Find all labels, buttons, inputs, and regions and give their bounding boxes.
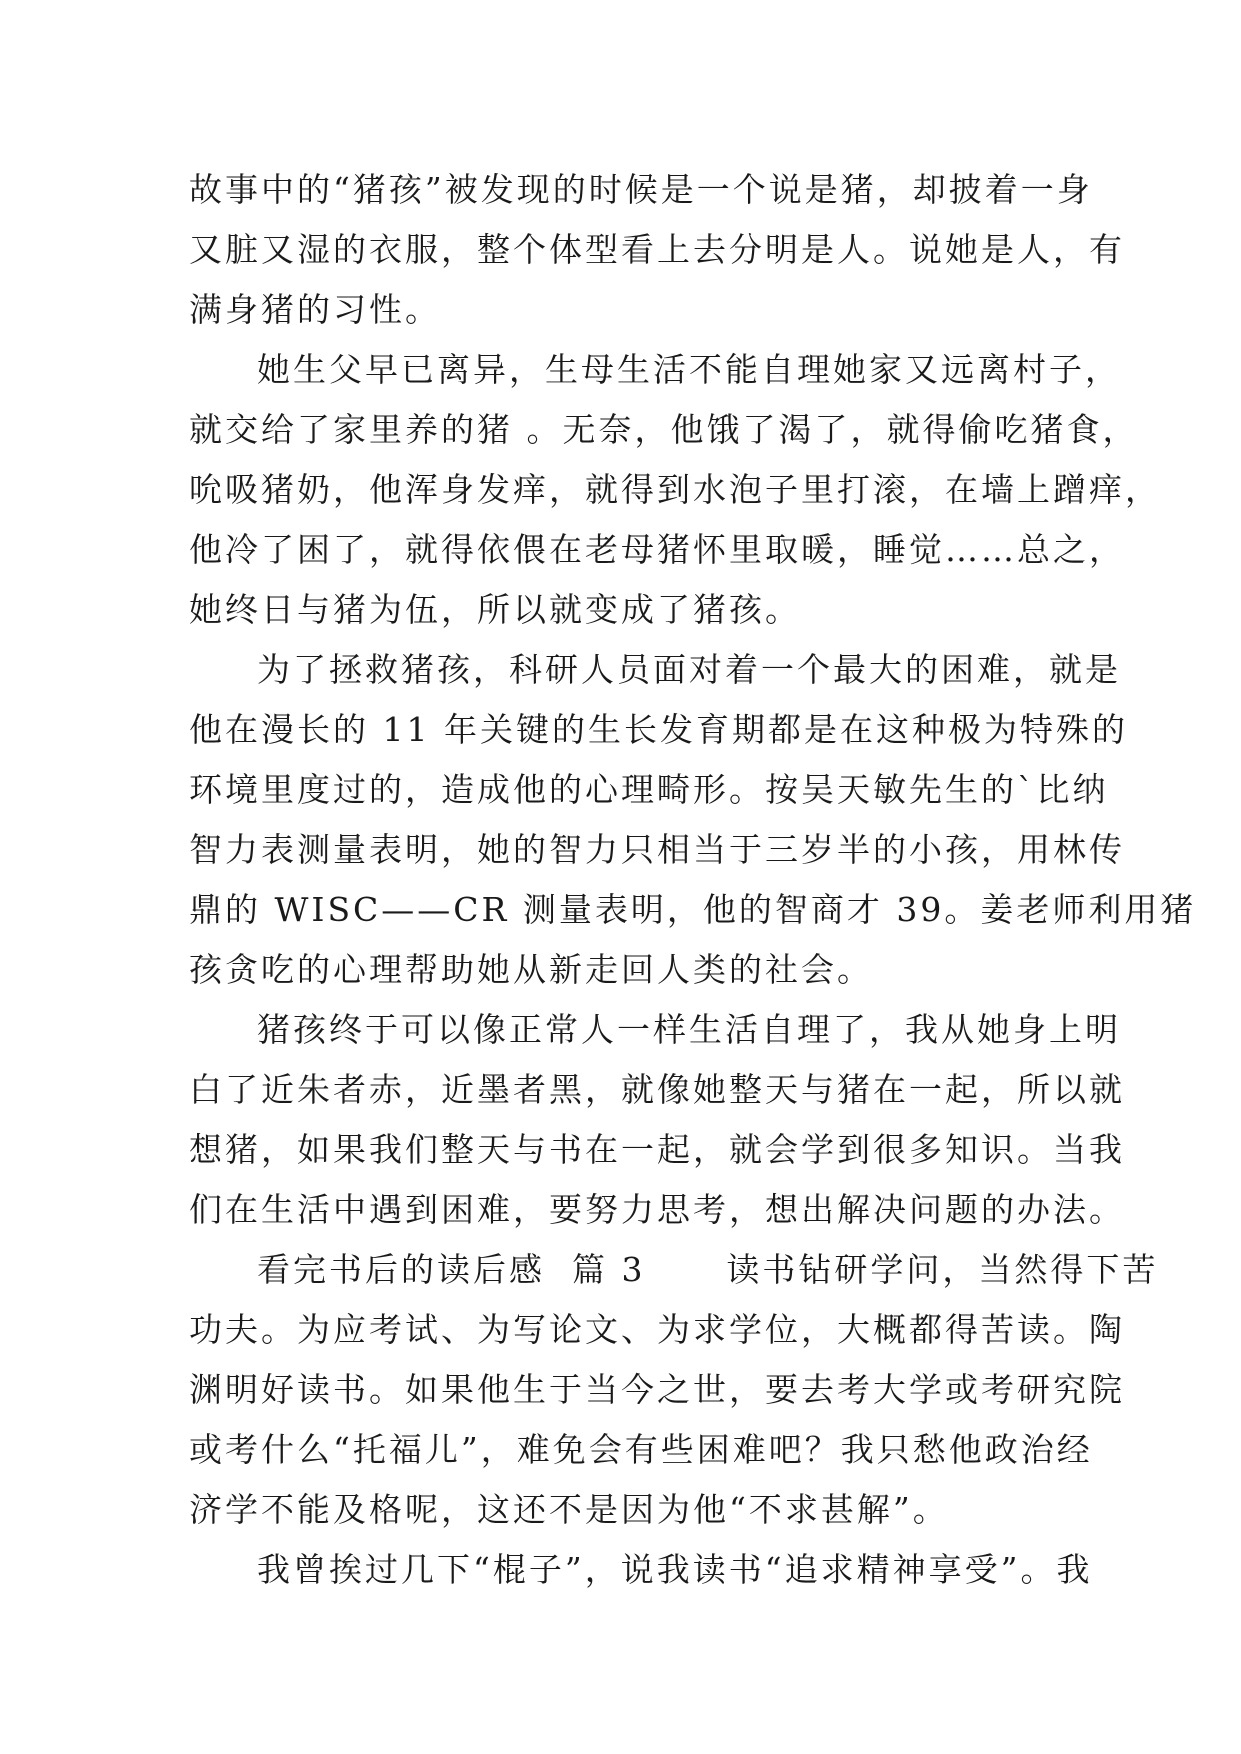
text-line: 想猪，如果我们整天与书在一起，就会学到很多知识。当我 [189,1130,1125,1169]
text-line: 或考什么“托福儿”，难免会有些困难吧？我只愁他政治经 [189,1430,1093,1469]
paragraph-start-line: 我曾挨过几下“棍子”，说我读书“追求精神享受”。我 [257,1550,1093,1589]
section-heading-line: 看完书后的读后感 篇 3 读书钻研学问，当然得下苦 [257,1250,1159,1289]
text-line: 孩贪吃的心理帮助她从新走回人类的社会。 [189,950,873,989]
text-line: 白了近朱者赤，近墨者黑，就像她整天与猪在一起，所以就 [189,1070,1125,1109]
text-line: 环境里度过的，造成他的心理畸形。按吴天敏先生的`比纳 [189,770,1109,809]
text-line: 他冷了困了，就得依偎在老母猪怀里取暖，睡觉……总之， [189,530,1125,569]
text-line: 他在漫长的 11 年关键的生长发育期都是在这种极为特殊的 [189,710,1128,749]
text-line: 渊明好读书。如果他生于当今之世，要去考大学或考研究院 [189,1370,1125,1409]
text-line: 满身猪的习性。 [189,290,441,329]
text-line: 吮吸猪奶，他浑身发痒，就得到水泡子里打滚，在墙上蹭痒， [189,470,1161,509]
paragraph-start-line: 猪孩终于可以像正常人一样生活自理了，我从她身上明 [257,1010,1121,1049]
text-line: 们在生活中遇到困难，要努力思考，想出解决问题的办法。 [189,1190,1125,1229]
body-text [189,160,1197,1600]
text-line: 她终日与猪为伍，所以就变成了猪孩。 [189,590,801,629]
paragraph-start-line: 她生父早已离异，生母生活不能自理她家又远离村子， [257,350,1121,389]
text-line: 又脏又湿的衣服，整个体型看上去分明是人。说她是人，有 [189,230,1125,269]
text-line: 鼎的 WISC——CR 测量表明，他的智商才 39。姜老师利用猪 [189,890,1197,929]
text-line: 功夫。为应考试、为写论文、为求学位，大概都得苦读。陶 [189,1310,1125,1349]
paragraph-start-line: 为了拯救猪孩，科研人员面对着一个最大的困难，就是 [257,650,1121,689]
text-line: 智力表测量表明，她的智力只相当于三岁半的小孩，用林传 [189,830,1125,869]
text-line: 济学不能及格呢，这还不是因为他“不求甚解”。 [189,1490,949,1529]
text-line: 故事中的“猪孩”被发现的时候是一个说是猪，却披着一身 [189,170,1093,209]
text-line: 就交给了家里养的猪 。无奈，他饿了渴了，就得偷吃猪食， [189,410,1139,449]
